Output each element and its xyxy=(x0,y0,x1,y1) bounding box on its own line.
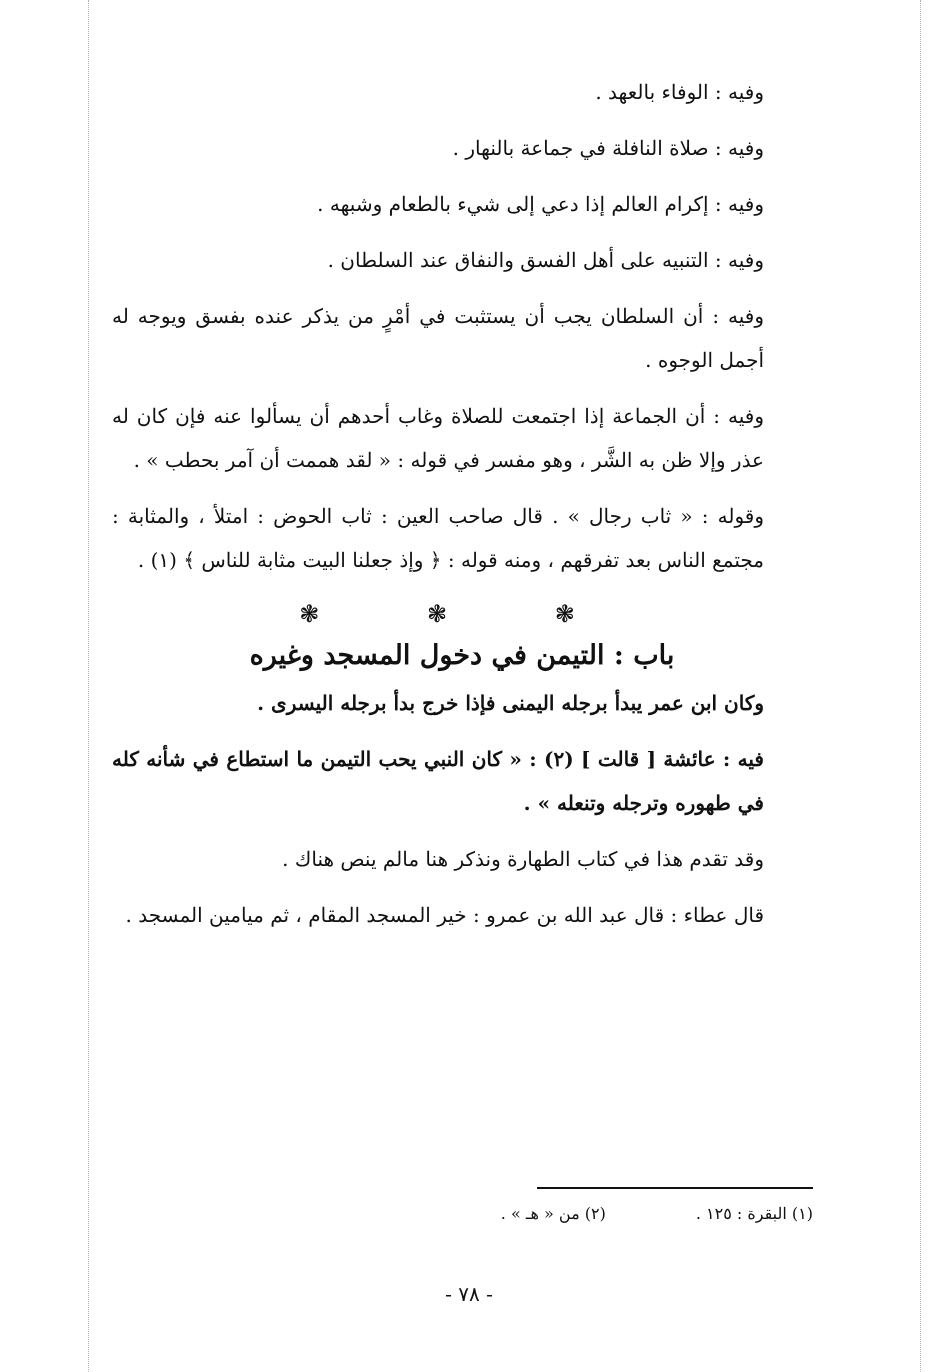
footnote-2: (٢) من « هـ » . xyxy=(500,1204,606,1223)
body-line: وفيه : الوفاء بالعهد . xyxy=(595,80,764,104)
commentary: وقد تقدم هذا في كتاب الطهارة ونذكر هنا مالم ينص هناك . xyxy=(282,847,764,871)
page-body xyxy=(112,70,812,949)
footnote-1: (١) البقرة : ١٢٥ . xyxy=(695,1204,813,1223)
narration: وكان ابن عمر يبدأ برجله اليمنى فإذا خرج بدأ برجله اليسرى . xyxy=(257,691,764,715)
body-line: وفيه : إكرام العالم إذا دعي إلى شيء بالطعام وشبهه . xyxy=(317,192,764,216)
page-number: - ٧٨ - xyxy=(445,1282,493,1306)
hadith: فيه : عائشة [ قالت ] (٢) : « كان النبي يحب التيمن ما استطاع في شأنه كله في طهوره وترجله وتنعله » . xyxy=(112,747,764,815)
body-line: وفيه : التنبيه على أهل الفسق والنفاق عند السلطان . xyxy=(327,248,764,272)
section-title: باب : التيمن في دخول المسجد وغيره xyxy=(249,640,675,671)
footnotes xyxy=(313,1204,813,1223)
paragraph-qawluh: وقوله : « ثاب رجال » . قال صاحب العين : ثاب الحوض : امتلأ ، والمثابة : مجتمع الناس بعد تفرقهم ، ومنه قوله : ﴿ وإذ جعلنا البيت مثابة للناس ﴾ (١) . xyxy=(112,504,764,572)
paragraph-sultan: وفيه : أن السلطان يجب أن يستثبت في أمْرٍ من يذكر عنده بفسق ويوجه له أجمل الوجوه . xyxy=(112,304,764,372)
paragraph-jamaa: وفيه : أن الجماعة إذا اجتمعت للصلاة وغاب أحدهم أن يسألوا عنه فإن كان له عذر وإلا ظن به الشَّر ، وهو مفسر في قوله : « لقد هممت أن آمر بحطب » . xyxy=(112,404,764,472)
asterism-icon: ❃ xyxy=(426,600,498,628)
scan-margin-right xyxy=(920,0,921,1372)
ata-quote: قال عطاء : قال عبد الله بن عمرو : خير المسجد المقام ، ثم ميامين المسجد . xyxy=(125,903,764,927)
footnote-rule xyxy=(537,1187,813,1189)
asterism-icon: ❃ xyxy=(299,600,370,628)
asterism-icon: ❃ xyxy=(554,600,625,628)
body-line: وفيه : صلاة النافلة في جماعة بالنهار . xyxy=(452,136,764,160)
section-separator xyxy=(112,600,812,628)
scan-margin-left xyxy=(88,0,89,1372)
